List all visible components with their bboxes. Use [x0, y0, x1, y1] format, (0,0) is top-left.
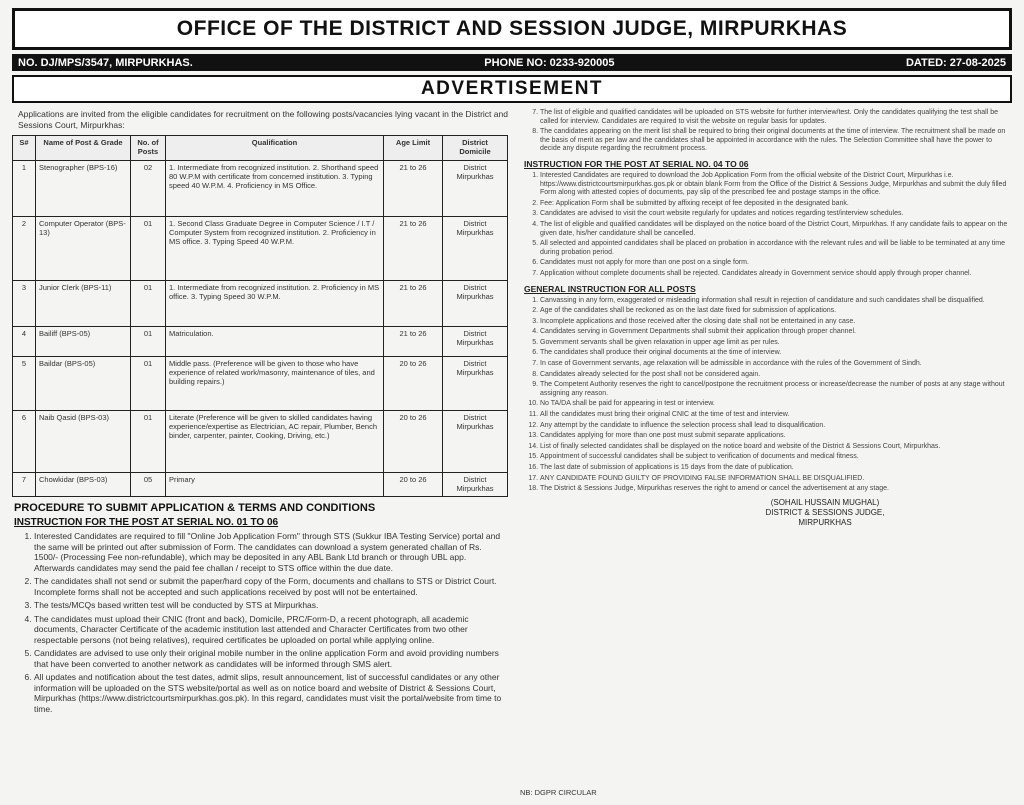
list-item: 7. Application without complete documents shall be rejected. Candidates already in Government service should apply through proper channel.	[540, 270, 1012, 279]
cell-domicile: District Mirpurkhas	[443, 281, 508, 327]
content-body	[12, 109, 1012, 717]
cell-count: 01	[131, 281, 166, 327]
cell-domicile: District Mirpurkhas	[443, 217, 508, 281]
date: DATED: 27-08-2025	[905, 56, 1006, 69]
cell-post: Baildar (BPS-05)	[36, 357, 131, 411]
cell-sno: 2	[13, 217, 36, 281]
office-title: OFFICE OF THE DISTRICT AND SESSION JUDGE, MIRPURKHAS	[176, 17, 848, 40]
cell-sno: 4	[13, 327, 36, 357]
reference-row	[12, 54, 1012, 71]
cell-post: Stenographer (BPS-16)	[36, 161, 131, 217]
table-row	[13, 473, 508, 497]
cell-count: 02	[131, 161, 166, 217]
list-item: 18. The District & Sessions Judge, Mirpurkhas reserves the right to amend or cancel the advertisement at any stage.	[540, 485, 1012, 494]
list-item: 6. The candidates shall produce their original documents at the time of interview.	[540, 349, 1012, 358]
cell-count: 05	[131, 473, 166, 497]
list-item: 3. The tests/MCQs based written test will be conducted by STS at Mirpurkhas.	[34, 600, 508, 611]
posts-table	[12, 135, 508, 497]
cell-qualification: 1. Second Class Graduate Degree in Computer Science / I.T / Computer System from recognized institution. 2. Proficiency in MS office. 3. Typing Speed 40 W.P.M.	[166, 217, 384, 281]
cell-sno: 7	[13, 473, 36, 497]
cell-domicile: District Mirpurkhas	[443, 327, 508, 357]
list-item: 4. Candidates serving in Government Departments shall submit their application through proper channel.	[540, 328, 1012, 337]
instruction-heading: INSTRUCTION FOR THE POST AT SERIAL NO. 04 TO 06	[524, 158, 749, 169]
cell-post: Computer Operator (BPS-13)	[36, 217, 131, 281]
list-item: 5. Government servants shall be given relaxation in upper age limit as per rules.	[540, 339, 1012, 348]
cell-age: 21 to 26	[384, 327, 443, 357]
list-item: 5. All selected and appointed candidates shall be placed on probation in accordance with the relevant rules and will be liable to be terminated at any time during probation period.	[540, 240, 1012, 257]
list-item: 14. List of finally selected candidates shall be displayed on the notice board and website of the District & Sessions Court, Mirpurkhas.	[540, 443, 1012, 452]
cell-count: 01	[131, 357, 166, 411]
header-age: Age Limit	[384, 136, 443, 161]
header-post: Name of Post & Grade	[36, 136, 131, 161]
list-item: 6. All updates and notification about the test dates, admit slips, result announcement, list of successful candidates or any other information will be uploaded on the STS website/portal as well as on notice board and website of District & Sessions Court, Mirpurkhas (https://www.districtcourtsmirpurkhas.gos.pk). In this regard, candidates must visit the portal/website from time to time.	[34, 672, 508, 714]
list-item: 4. The list of eligible and qualified candidates will be displayed on the notice board of the District Court, Mirpurkhas. If any candidate fails to appear on the given date, his/her candidature shall be cancelled.	[540, 221, 1012, 238]
cell-age: 21 to 26	[384, 161, 443, 217]
procedure-subtitle: INSTRUCTION FOR THE POST AT SERIAL NO. 01 TO 06	[14, 517, 279, 528]
list-item: 12. Any attempt by the candidate to influence the selection process shall lead to disqualification.	[540, 422, 1012, 431]
cell-count: 01	[131, 217, 166, 281]
cell-age: 21 to 26	[384, 281, 443, 327]
list-item: 7. The list of eligible and qualified candidates will be uploaded on STS website for further interview/test. Only the candidates qualifying the test shall be called for interview. Candidates are required to visit the website on regular basis for updates.	[540, 109, 1012, 126]
cell-domicile: District Mirpurkhas	[443, 357, 508, 411]
cell-age: 20 to 26	[384, 411, 443, 473]
banner-text: ADVERTISEMENT	[420, 78, 604, 99]
list-item: 5. Candidates are advised to use only their original mobile number in the online application Form and avoid providing numbers that have been converted to another network as candidates will be informed through SMS alert.	[34, 648, 508, 669]
list-item: 4. The candidates must upload their CNIC (front and back), Domicile, PRC/Form-D, a recent photograph, all academic documents, Character Certificate of the academic institution last attended and Character Certificates from two other respectable persons (not being relatives), required certificates be uploaded on portal while applying online.	[34, 614, 508, 646]
table-header-row	[13, 136, 508, 161]
footer-note: NB: DGPR CIRCULAR	[520, 788, 597, 797]
signatory-place: MIRPURKHAS	[798, 517, 852, 527]
cell-post: Naib Qasid (BPS-03)	[36, 411, 131, 473]
list-item: 6. Candidates must not apply for more than one post on a single form.	[540, 259, 1012, 268]
cell-qualification: Primary	[166, 473, 384, 497]
cell-sno: 3	[13, 281, 36, 327]
table-row	[13, 217, 508, 281]
intro-text: Applications are invited from the eligible candidates for recruitment on the following posts/vacancies lying vacant in the District and Sessions Court, Mirpurkhas:	[18, 109, 508, 130]
list-item: 13. Candidates applying for more than one post must submit separate applications.	[540, 432, 1012, 441]
list-item: 2. Age of the candidates shall be reckoned as on the last date fixed for submission of applications.	[540, 307, 1012, 316]
cell-sno: 5	[13, 357, 36, 411]
phone-number: PHONE NO: 0233-920005	[484, 56, 615, 69]
cell-count: 01	[131, 327, 166, 357]
right-column	[518, 109, 1012, 717]
list-item: 2. Fee: Application Form shall be submitted by affixing receipt of fee deposited in the designated bank.	[540, 200, 1012, 209]
instruction-list-mid	[518, 172, 1012, 279]
signatory-designation: DISTRICT & SESSIONS JUDGE,	[765, 507, 885, 517]
list-item: 1. Interested Candidates are required to fill "Online Job Application Form" through STS (Sukkur IBA Testing Service) portal and the same will be printed out after submission of Form. The candidates can download a system generated challan of Rs. 1500/- (Processing Fee non-refundable), which may be deposited in any ABL Bank Ltd branch or through UBL app. Afterwards candidates may send the paid fee challan / receipt to STS office within the due date.	[34, 531, 508, 573]
table-row	[13, 357, 508, 411]
cell-sno: 1	[13, 161, 36, 217]
list-item: 9. The Competent Authority reserves the right to cancel/postpone the recruitment process or increase/decrease the number of posts at any stage without assigning any reason.	[540, 381, 1012, 398]
instruction-list-top	[518, 109, 1012, 154]
signature-block	[638, 498, 1012, 528]
cell-age: 20 to 26	[384, 357, 443, 411]
cell-age: 20 to 26	[384, 473, 443, 497]
procedure-title: PROCEDURE TO SUBMIT APPLICATION & TERMS AND CONDITIONS	[14, 502, 376, 514]
advertisement-banner	[12, 75, 1012, 103]
office-title-box	[12, 8, 1012, 50]
table-row	[13, 411, 508, 473]
list-item: 15. Appointment of successful candidates shall be subject to verification of documents and medical fitness.	[540, 453, 1012, 462]
general-instruction-heading: GENERAL INSTRUCTION FOR ALL POSTS	[524, 283, 696, 294]
cell-count: 01	[131, 411, 166, 473]
list-item: 2. The candidates shall not send or submit the paper/hard copy of the Form, documents and challans to STS or District Court. Incomplete forms shall not be accepted and such applications received by post will not be entertained.	[34, 576, 508, 597]
header-count: No. of Posts	[131, 136, 166, 161]
left-column	[12, 109, 508, 717]
cell-post: Junior Clerk (BPS-11)	[36, 281, 131, 327]
procedure-list	[12, 531, 508, 714]
list-item: 1. Canvassing in any form, exaggerated or misleading information shall result in rejection of candidature and such candidates shall be disqualified.	[540, 297, 1012, 306]
cell-post: Chowkidar (BPS-03)	[36, 473, 131, 497]
cell-qualification: 1. Intermediate from recognized institution. 2. Shorthand speed 80 W.P.M with certificate from concerned institution. 3. Typing speed 40 W.P.M. 4. Proficiency in MS Office.	[166, 161, 384, 217]
table-row	[13, 327, 508, 357]
list-item: 3. Incomplete applications and those received after the closing date shall not be entertained in any case.	[540, 318, 1012, 327]
header-sno: S#	[13, 136, 36, 161]
cell-qualification: Middle pass. (Preference will be given to those who have experience of related work/masonry, maintenance of tiles, and building repairs.)	[166, 357, 384, 411]
table-row	[13, 161, 508, 217]
cell-sno: 6	[13, 411, 36, 473]
list-item: 11. All the candidates must bring their original CNIC at the time of test and interview.	[540, 411, 1012, 420]
list-item: 17. ANY CANDIDATE FOUND GUILTY OF PROVIDING FALSE INFORMATION SHALL BE DISQUALIFIED.	[540, 475, 1012, 484]
header-domicile: District Domicile	[443, 136, 508, 161]
cell-post: Bailiff (BPS-05)	[36, 327, 131, 357]
header-qualification: Qualification	[166, 136, 384, 161]
list-item: 8. The candidates appearing on the merit list shall be required to bring their original documents at the time of interview. The recruitment shall be made on the basis of merit as per law and the candidates shall be appointed in accordance with the rules. The Selection Committee shall have the power to decide any dispute regarding the recruitment process.	[540, 128, 1012, 154]
table-row	[13, 281, 508, 327]
cell-domicile: District Mirpurkhas	[443, 161, 508, 217]
list-item: 7. In case of Government servants, age relaxation will be admissible in accordance with the rules of the Government of Sindh.	[540, 360, 1012, 369]
list-item: 16. The last date of submission of applications is 15 days from the date of publication.	[540, 464, 1012, 473]
list-item: 1. Interested Candidates are required to download the Job Application Form from the official website of the District Court, Mirpurkhas i.e. https://www.districtcourtsmirpurkhas.gos.pk or obtain blank Form from the Office of the District & Sessions Judge, Mirpurkhas and submit the duly filled Form along with attested copies of documents, pay slip of the prescribed fee and postage stamps in the office.	[540, 172, 1012, 198]
list-item: 8. Candidates already selected for the post shall not be considered again.	[540, 371, 1012, 380]
cell-domicile: District Mirpurkhas	[443, 473, 508, 497]
reference-number: NO. DJ/MPS/3547, MIRPURKHAS.	[18, 56, 193, 69]
cell-qualification: Literate (Preference will be given to skilled candidates having experience/expertise as Electrician, AC repair, Plumber, Bench binder, carpenter, painter, Cooking, Driving, etc.)	[166, 411, 384, 473]
general-instruction-list	[518, 297, 1012, 494]
cell-domicile: District Mirpurkhas	[443, 411, 508, 473]
cell-qualification: 1. Intermediate from recognized institution. 2. Proficiency in MS office. 3. Typing Speed 30 W.P.M.	[166, 281, 384, 327]
cell-age: 21 to 26	[384, 217, 443, 281]
signatory-name: (SOHAIL HUSSAIN MUGHAL)	[770, 497, 880, 507]
cell-qualification: Matriculation.	[166, 327, 384, 357]
list-item: 10. No TA/DA shall be paid for appearing in test or interview.	[540, 400, 1012, 409]
list-item: 3. Candidates are advised to visit the court website regularly for updates and notices regarding test/interview schedules.	[540, 210, 1012, 219]
